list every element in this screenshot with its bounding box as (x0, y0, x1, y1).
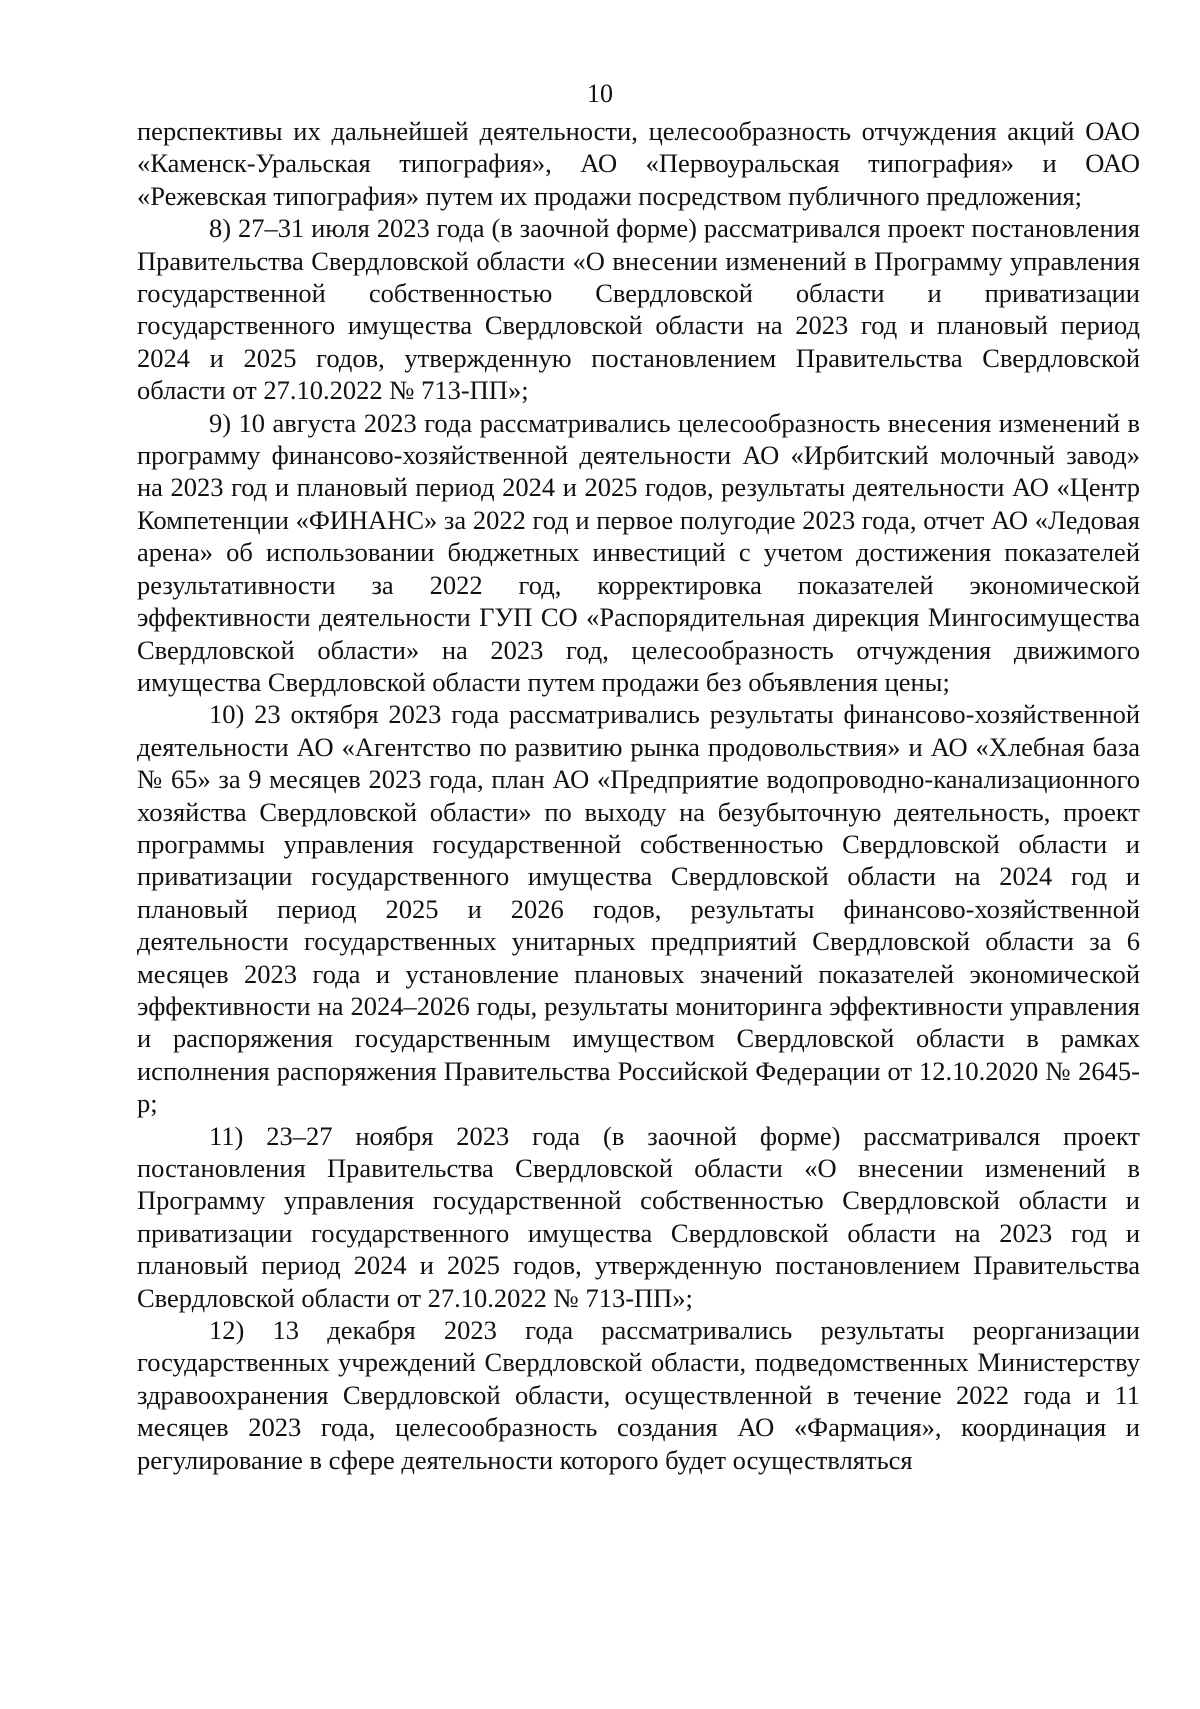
page-number: 10 (587, 79, 613, 108)
paragraph-continuation: перспективы их дальнейшей деятельности, целесообразность отчуждения акций ОАО «Каменск-Уральская типография», АО «Первоуральская типография» и ОАО «Режевская типография» путем их продажи посредством публичного предложения; (137, 116, 1140, 211)
document-body (137, 115, 1140, 1476)
paragraph-item-9: 9) 10 августа 2023 года рассматривались целесообразность внесения изменений в программу финансово-хозяйственной деятельности АО «Ирбитский молочный завод» на 2023 год и плановый период 2024 и 2025 годов, результаты деятельности АО «Центр Компетенции «ФИНАНС» за 2022 год и первое полугодие 2023 года, отчет АО «Ледовая арена» об использовании бюджетных инвестиций с учетом достижения показателей результативности за 2022 год, корректировка показателей экономической эффективности деятельности ГУП СО «Распорядительная дирекция Мингосимущества Свердловской области» на 2023 год, целесообразность отчуждения движимого имущества Свердловской области путем продажи без объявления цены; (137, 407, 1140, 697)
paragraph-item-11: 11) 23–27 ноября 2023 года (в заочной форме) рассматривался проект постановления Правительства Свердловской области «О внесении изменений в Программу управления государственной собственностью Свердловской области и приватизации государственного имущества Свердловской области на 2023 год и плановый период 2024 и 2025 годов, утвержденную постановлением Правительства Свердловской области от 27.10.2022 № 713-ПП»; (137, 1120, 1140, 1313)
paragraph-item-10: 10) 23 октября 2023 года рассматривались результаты финансово-хозяйственной деятельности АО «Агентство по развитию рынка продовольствия» и АО «Хлебная база № 65» за 9 месяцев 2023 года, план АО «Предприятие водопроводно-канализационного хозяйства Свердловской области» по выходу на безубыточную деятельность, проект программы управления государственной собственностью Свердловской области и приватизации государственного имущества Свердловской области на 2024 год и плановый период 2025 и 2026 годов, результаты финансово-хозяйственной деятельности государственных унитарных предприятий Свердловской области за 6 месяцев 2023 года и установление плановых значений показателей экономической эффективности на 2024–2026 годы, результаты мониторинга эффективности управления и распоряжения государственным имуществом Свердловской области в рамках исполнения распоряжения Правительства Российской Федерации от 12.10.2020 № 2645-р; (137, 699, 1140, 1119)
paragraph-item-8: 8) 27–31 июля 2023 года (в заочной форме) рассматривался проект постановления Правительства Свердловской области «О внесении изменений в Программу управления государственной собственностью Свердловской области и приватизации государственного имущества Свердловской области на 2023 год и плановый период 2024 и 2025 годов, утвержденную постановлением Правительства Свердловской области от 27.10.2022 № 713-ПП»; (137, 213, 1140, 406)
paragraph-item-12: 12) 13 декабря 2023 года рассматривались результаты реорганизации государственных учреждений Свердловской области, подведомственных Министерству здравоохранения Свердловской области, осуществленной в течение 2022 года и 11 месяцев 2023 года, целесообразность создания АО «Фармация», координация и регулирование в сфере деятельности которого будет осуществляться (137, 1315, 1140, 1475)
